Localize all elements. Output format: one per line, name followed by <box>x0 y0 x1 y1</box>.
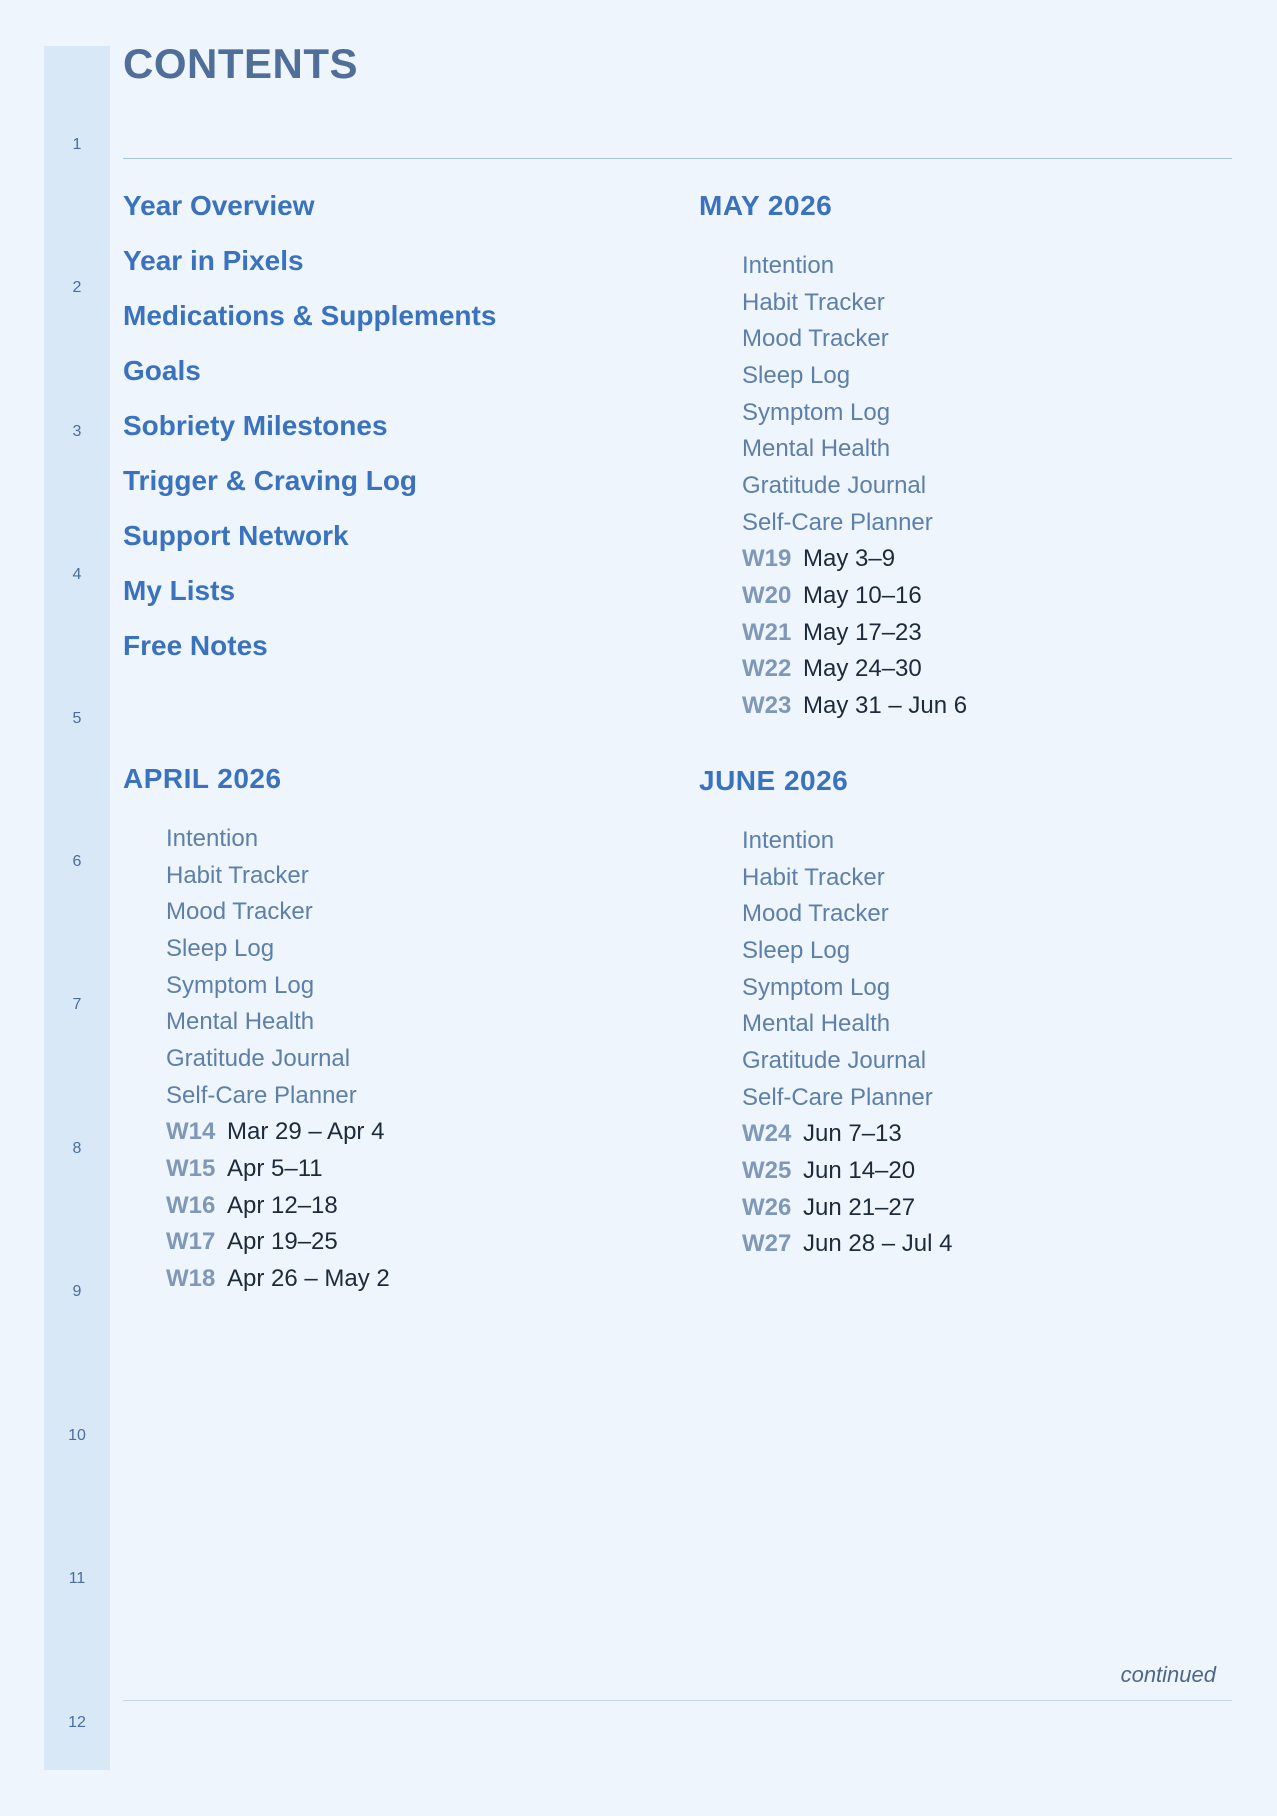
june-week-row[interactable] <box>742 1159 915 1183</box>
april-mental-health-link[interactable]: Mental Health <box>166 1008 315 1035</box>
page-title: CONTENTS <box>123 40 358 87</box>
april-gratitude-journal-link[interactable]: Gratitude Journal <box>166 1045 351 1072</box>
may-mood-tracker-link[interactable]: Mood Tracker <box>742 325 889 352</box>
june-gratitude-journal-link[interactable]: Gratitude Journal <box>742 1047 927 1074</box>
week-range: Apr 19–25 <box>227 1228 338 1255</box>
week-number: W14 <box>166 1118 216 1145</box>
may-heading[interactable]: MAY 2026 <box>699 190 833 221</box>
week-range: May 10–16 <box>803 582 922 609</box>
april-week-row[interactable] <box>166 1120 384 1144</box>
may-week-row[interactable] <box>742 621 922 645</box>
footer-divider <box>123 1700 1232 1701</box>
week-number: W24 <box>742 1120 792 1147</box>
may-symptom-log-link[interactable]: Symptom Log <box>742 399 891 426</box>
april-week-row[interactable] <box>166 1157 323 1181</box>
week-range: May 17–23 <box>803 619 922 646</box>
week-range: Jun 7–13 <box>803 1120 902 1147</box>
week-number: W18 <box>166 1265 216 1292</box>
april-week-row[interactable] <box>166 1194 338 1218</box>
june-habit-tracker-link[interactable]: Habit Tracker <box>742 864 885 891</box>
rail-number-9[interactable]: 9 <box>72 1283 82 1300</box>
week-number: W15 <box>166 1155 216 1182</box>
may-sleep-log-link[interactable]: Sleep Log <box>742 362 851 389</box>
rail-number-3[interactable]: 3 <box>72 423 82 440</box>
april-heading[interactable]: APRIL 2026 <box>123 763 282 794</box>
april-habit-tracker-link[interactable]: Habit Tracker <box>166 862 309 889</box>
link-trigger-craving-log[interactable]: Trigger & Craving Log <box>123 465 418 496</box>
may-gratitude-journal-link[interactable]: Gratitude Journal <box>742 472 927 499</box>
page-index-rail <box>44 46 110 1770</box>
header-divider <box>123 158 1232 159</box>
june-heading[interactable]: JUNE 2026 <box>699 765 849 796</box>
june-week-row[interactable] <box>742 1196 915 1220</box>
june-sleep-log-link[interactable]: Sleep Log <box>742 937 851 964</box>
rail-number-6[interactable]: 6 <box>72 853 82 870</box>
june-self-care-planner-link[interactable]: Self-Care Planner <box>742 1084 933 1111</box>
week-number: W23 <box>742 692 792 719</box>
week-number: W16 <box>166 1192 216 1219</box>
may-week-row[interactable] <box>742 547 895 571</box>
may-intention-link[interactable]: Intention <box>742 252 835 279</box>
continued-label: continued <box>1120 1662 1216 1687</box>
june-mood-tracker-link[interactable]: Mood Tracker <box>742 900 889 927</box>
april-symptom-log-link[interactable]: Symptom Log <box>166 972 315 999</box>
rail-number-1[interactable]: 1 <box>72 136 82 153</box>
week-number: W26 <box>742 1194 792 1221</box>
week-number: W27 <box>742 1230 792 1257</box>
june-week-row[interactable] <box>742 1232 952 1256</box>
rail-number-2[interactable]: 2 <box>72 279 82 296</box>
may-habit-tracker-link[interactable]: Habit Tracker <box>742 289 885 316</box>
rail-number-5[interactable]: 5 <box>72 710 82 727</box>
may-self-care-planner-link[interactable]: Self-Care Planner <box>742 509 933 536</box>
april-week-row[interactable] <box>166 1230 338 1254</box>
rail-number-7[interactable]: 7 <box>72 996 82 1013</box>
week-number: W22 <box>742 655 792 682</box>
june-mental-health-link[interactable]: Mental Health <box>742 1010 891 1037</box>
link-free-notes[interactable]: Free Notes <box>123 630 268 661</box>
week-range: May 3–9 <box>803 545 896 572</box>
june-week-row[interactable] <box>742 1122 902 1146</box>
week-range: Apr 12–18 <box>227 1192 338 1219</box>
week-range: May 31 – Jun 6 <box>803 692 968 719</box>
link-year-in-pixels[interactable]: Year in Pixels <box>123 245 304 276</box>
june-intention-link[interactable]: Intention <box>742 827 835 854</box>
week-number: W25 <box>742 1157 792 1184</box>
week-range: Jun 28 – Jul 4 <box>803 1230 953 1257</box>
link-support-network[interactable]: Support Network <box>123 520 349 551</box>
link-sobriety-milestones[interactable]: Sobriety Milestones <box>123 410 388 441</box>
link-medications-supplements[interactable]: Medications & Supplements <box>123 300 497 331</box>
april-mood-tracker-link[interactable]: Mood Tracker <box>166 898 313 925</box>
rail-number-12[interactable]: 12 <box>68 1714 86 1731</box>
april-week-row[interactable] <box>166 1267 390 1291</box>
rail-number-8[interactable]: 8 <box>72 1140 82 1157</box>
april-intention-link[interactable]: Intention <box>166 825 259 852</box>
week-number: W17 <box>166 1228 216 1255</box>
week-range: Mar 29 – Apr 4 <box>227 1118 385 1145</box>
week-range: Apr 5–11 <box>227 1155 323 1182</box>
april-sleep-log-link[interactable]: Sleep Log <box>166 935 275 962</box>
week-number: W21 <box>742 619 792 646</box>
rail-number-11[interactable]: 11 <box>68 1570 86 1587</box>
week-number: W20 <box>742 582 792 609</box>
week-number: W19 <box>742 545 792 572</box>
rail-number-10[interactable]: 10 <box>68 1427 86 1444</box>
rail-number-4[interactable]: 4 <box>72 566 82 583</box>
may-week-row[interactable] <box>742 694 967 718</box>
may-week-row[interactable] <box>742 657 922 681</box>
june-symptom-log-link[interactable]: Symptom Log <box>742 974 891 1001</box>
link-goals[interactable]: Goals <box>123 355 201 386</box>
may-week-row[interactable] <box>742 584 922 608</box>
link-my-lists[interactable]: My Lists <box>123 575 236 606</box>
week-range: Apr 26 – May 2 <box>227 1265 390 1292</box>
week-range: Jun 21–27 <box>803 1194 916 1221</box>
week-range: Jun 14–20 <box>803 1157 916 1184</box>
link-year-overview[interactable]: Year Overview <box>123 190 315 221</box>
may-mental-health-link[interactable]: Mental Health <box>742 435 891 462</box>
april-self-care-planner-link[interactable]: Self-Care Planner <box>166 1082 357 1109</box>
week-range: May 24–30 <box>803 655 922 682</box>
